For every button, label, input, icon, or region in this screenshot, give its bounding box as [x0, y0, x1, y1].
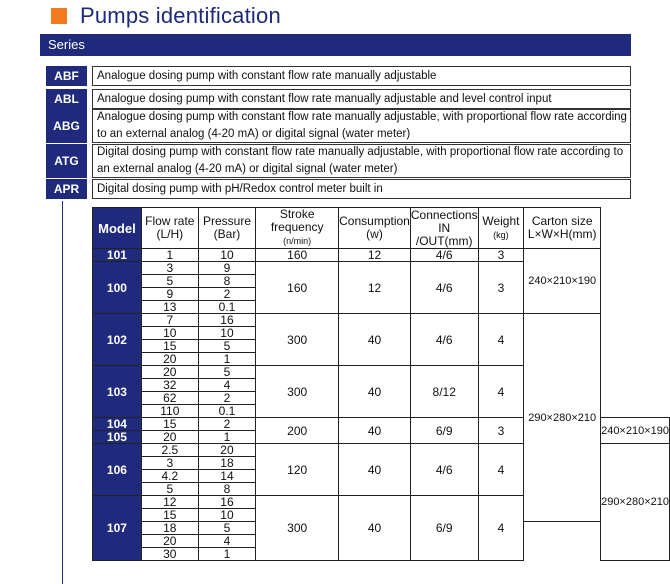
header-flow-rate: Flow rate (L/H) [141, 208, 198, 249]
flow-rate-cell: 3 [141, 262, 198, 275]
pressure-cell: 1 [198, 431, 255, 444]
connections-cell: 4/6 [410, 249, 478, 262]
consumption-cell: 12 [339, 262, 411, 314]
header-carton-size: Carton size L×W×H(mm) [524, 208, 601, 249]
connector-line [62, 201, 63, 584]
pressure-cell: 10 [198, 327, 255, 340]
table-row [93, 314, 670, 327]
pressure-cell: 10 [198, 249, 255, 262]
header-stroke-frequency: Stroke frequency (n/min) [256, 208, 339, 249]
pressure-cell: 5 [198, 340, 255, 353]
pressure-cell: 20 [198, 444, 255, 457]
series-row [46, 179, 631, 199]
stroke-frequency-cell: 120 [256, 444, 339, 496]
series-code: ABF [46, 66, 87, 86]
weight-cell: 3 [478, 418, 524, 444]
header-weight: Weight (kg) [478, 208, 524, 249]
carton-size-cell: 290×280×210 [601, 444, 670, 561]
flow-rate-cell: 62 [141, 392, 198, 405]
stroke-frequency-cell: 300 [256, 314, 339, 366]
pressure-cell: 1 [198, 548, 255, 561]
pressure-cell: 9 [198, 262, 255, 275]
model-cell: 100 [93, 262, 142, 314]
flow-rate-cell: 20 [141, 535, 198, 548]
pressure-cell: 4 [198, 379, 255, 392]
consumption-cell: 40 [339, 366, 411, 418]
series-description: Digital dosing pump with constant flow rate manually adjustable, with proportional flow rate according to an external analog (4-20 mA) or digital signal (water meter) [92, 144, 631, 178]
stroke-frequency-cell: 160 [256, 262, 339, 314]
flow-rate-cell: 1 [141, 249, 198, 262]
connections-cell: 8/12 [410, 366, 478, 418]
consumption-cell: 40 [339, 314, 411, 366]
model-cell: 103 [93, 366, 142, 418]
consumption-cell: 40 [339, 418, 411, 444]
pressure-cell: 5 [198, 366, 255, 379]
series-row [46, 109, 631, 143]
flow-rate-cell: 9 [141, 288, 198, 301]
pressure-cell: 4 [198, 535, 255, 548]
pressure-cell: 0.1 [198, 405, 255, 418]
model-cell: 107 [93, 496, 142, 561]
consumption-cell: 40 [339, 444, 411, 496]
flow-rate-cell: 18 [141, 522, 198, 535]
flow-rate-cell: 15 [141, 340, 198, 353]
connections-cell: 6/9 [410, 418, 478, 444]
flow-rate-cell: 20 [141, 353, 198, 366]
pressure-cell: 1 [198, 353, 255, 366]
flow-rate-cell: 4.2 [141, 470, 198, 483]
title-bullet-square [51, 8, 67, 24]
weight-cell: 4 [478, 366, 524, 418]
page-title: Pumps identification [80, 3, 281, 28]
weight-cell: 3 [478, 249, 524, 262]
pressure-cell: 8 [198, 275, 255, 288]
connections-cell: 4/6 [410, 444, 478, 496]
pressure-cell: 2 [198, 392, 255, 405]
pressure-cell: 8 [198, 483, 255, 496]
table-header-row [93, 208, 670, 249]
model-cell: 106 [93, 444, 142, 496]
weight-cell: 4 [478, 314, 524, 366]
series-label: Series [48, 37, 85, 52]
series-description: Analogue dosing pump with constant flow rate manually adjustable and level control input [92, 89, 631, 109]
flow-rate-cell: 110 [141, 405, 198, 418]
model-cell: 104 [93, 418, 142, 431]
flow-rate-cell: 13 [141, 301, 198, 314]
series-description: Analogue dosing pump with constant flow rate manually adjustable, with proportional flow rate according to an external analog (4-20 mA) or digital signal (water meter) [92, 109, 631, 143]
stroke-frequency-cell: 200 [256, 418, 339, 444]
stroke-frequency-cell: 300 [256, 366, 339, 418]
pressure-cell: 16 [198, 314, 255, 327]
pressure-cell: 2 [198, 288, 255, 301]
header-consumption: Consumption (w) [339, 208, 411, 249]
pressure-cell: 2 [198, 418, 255, 431]
flow-rate-cell: 32 [141, 379, 198, 392]
connections-cell: 4/6 [410, 262, 478, 314]
model-cell: 101 [93, 249, 142, 262]
pressure-cell: 0.1 [198, 301, 255, 314]
flow-rate-cell: 5 [141, 483, 198, 496]
consumption-cell: 12 [339, 249, 411, 262]
pressure-cell: 18 [198, 457, 255, 470]
series-row [46, 89, 631, 109]
flow-rate-cell: 10 [141, 327, 198, 340]
flow-rate-cell: 15 [141, 509, 198, 522]
model-cell: 102 [93, 314, 142, 366]
connections-cell: 6/9 [410, 496, 478, 561]
consumption-cell: 40 [339, 496, 411, 561]
weight-cell: 4 [478, 444, 524, 496]
carton-size-cell: 290×280×210 [524, 314, 601, 522]
series-row [46, 66, 631, 86]
model-cell: 105 [93, 431, 142, 444]
pressure-cell: 16 [198, 496, 255, 509]
pressure-cell: 10 [198, 509, 255, 522]
weight-cell: 4 [478, 496, 524, 561]
stroke-frequency-cell: 160 [256, 249, 339, 262]
header-pressure: Pressure (Bar) [198, 208, 255, 249]
flow-rate-cell: 3 [141, 457, 198, 470]
flow-rate-cell: 7 [141, 314, 198, 327]
flow-rate-cell: 20 [141, 366, 198, 379]
table-row [93, 249, 670, 262]
flow-rate-cell: 2.5 [141, 444, 198, 457]
header-model: Model [93, 208, 142, 249]
header-connections: Connections IN /OUT(mm) [410, 207, 478, 248]
weight-cell: 3 [478, 262, 524, 314]
connections-cell: 4/6 [410, 314, 478, 366]
flow-rate-cell: 30 [141, 548, 198, 561]
series-code: ATG [46, 144, 87, 178]
series-description: Analogue dosing pump with constant flow rate manually adjustable [92, 66, 631, 86]
series-code: ABG [46, 109, 87, 143]
carton-size-cell: 240×210×190 [524, 249, 601, 314]
series-description: Digital dosing pump with pH/Redox control meter built in [92, 179, 631, 199]
flow-rate-cell: 20 [141, 431, 198, 444]
flow-rate-cell: 15 [141, 418, 198, 431]
series-code: APR [46, 179, 87, 199]
pressure-cell: 14 [198, 470, 255, 483]
series-header-bar [40, 34, 631, 56]
series-code: ABL [46, 89, 87, 109]
flow-rate-cell: 12 [141, 496, 198, 509]
flow-rate-cell: 5 [141, 275, 198, 288]
carton-size-cell: 240×210×190 [601, 418, 670, 444]
series-row [46, 144, 631, 178]
pressure-cell: 5 [198, 522, 255, 535]
specifications-table [92, 207, 670, 561]
stroke-frequency-cell: 300 [256, 496, 339, 561]
